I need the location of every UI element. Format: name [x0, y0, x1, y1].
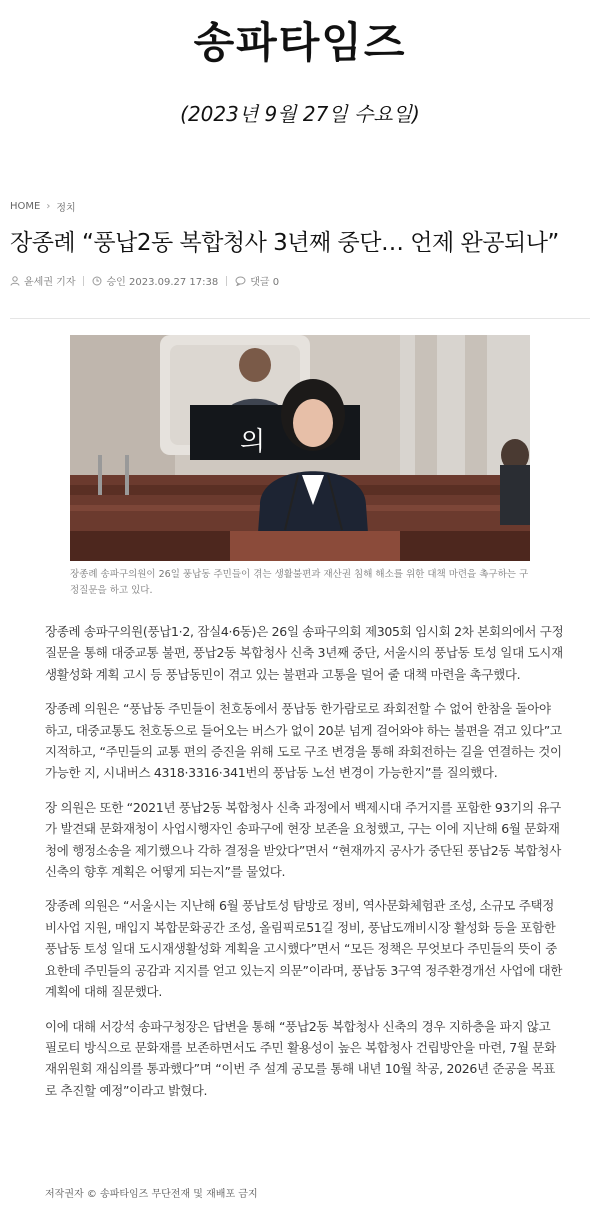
council-speaker-illustration [70, 335, 530, 561]
chevron-right-icon: › [46, 201, 51, 212]
photo-caption: 장종례 송파구의원이 26일 풍납동 주민들이 겪는 생활불편과 재산권 침해 해소를 위한 대책 마련을 촉구하는 구정질문을 하고 있다. [70, 569, 529, 596]
breadcrumb-section-link[interactable]: 정치 [56, 203, 76, 214]
divider [10, 318, 590, 319]
meta-divider [83, 276, 84, 286]
user-icon [10, 276, 20, 286]
article-body [45, 621, 565, 1114]
clock-icon [92, 276, 102, 286]
breadcrumb [10, 199, 76, 214]
article-paragraph: 장종례 송파구의원(풍납1·2, 잠실4·6동)은 26일 송파구의회 제305회 임시회 2차 본회의에서 구정질문을 통해 대중교통 불편, 풍납2동 복합청사 신축 3년째 중단, 서울시의 풍납동 토성 일대 도시재생활성화 계획 고시 등 풍납동민이 겪고 있는 불편과 고통을 덜어 줄 대책 마련을 촉구했다. [45, 624, 564, 682]
article-paragraph: 장 의원은 또한 “2021년 풍납2동 복합청사 신축 과정에서 백제시대 주거지를 포함한 93기의 유구가 발견돼 문화재청이 사업시행자인 송파구에 현장 보존을 요청했고, 구는 이에 지난해 6월 문화재청에 행정소송을 제기했으나 각하 결정을 받았다”면서 “현재까지 공사가 중단된 풍납2동 복합청사 신축의 향후 계획은 어떻게 되는지”를 물었다. [45, 799, 561, 880]
meta-divider [226, 276, 227, 286]
article-paragraph: 장종례 의원은 “서울시는 지난해 6월 풍납토성 탐방로 정비, 역사문화체험관 조성, 소규모 주택정비사업 지원, 매입지 복합문화공간 조성, 올림픽로51길 정비, 풍납도깨비시장 활성화 등을 포함한 풍납동 토성 일대 도시재생활성화 계획을 고시했다”면서 “모든 정책은 무엇보다 주민들의 뜻이 중요한데 주민들의 공감과 지지를 얻고 있는지 의문”이라며, 풍납동 3구역 정주환경개선 사업에 대한 계획에 대해 질문했다. [45, 898, 563, 1000]
article-paragraph: 장종례 의원은 “풍납동 주민들이 천호동에서 풍납동 한가람로로 좌회전할 수 없어 한참을 돌아야 하고, 대중교통도 천호동으로 들어오는 버스가 없이 20분 넘게 걸어와야 하는 불편을 겪고 있다”고 지적하고, “주민들의 교통 편의 증진을 위해 도로 구조 변경을 통해 좌회전하는 길을 연결하는 것이 가능한 지, 시내버스 4318·3316·341번의 풍납동 노선 변경이 가능한지”를 질의했다. [45, 701, 562, 781]
article-photo [70, 335, 530, 561]
author-name[interactable]: 윤세권 기자 [24, 277, 76, 288]
article-meta [10, 273, 279, 288]
comment-icon [235, 276, 246, 286]
comments-info [235, 273, 279, 288]
approved-datetime: 승인 2023.09.27 17:38 [106, 277, 219, 288]
placard-text: 의 [240, 427, 266, 457]
copyright-notice: 저작권자 © 송파타임즈 무단전재 및 재배포 금지 [45, 1189, 258, 1200]
article-headline: 장종례 “풍납2동 복합청사 3년째 중단… 언제 완공되나” [10, 230, 559, 256]
article-paragraph: 이에 대해 서강석 송파구청장은 답변을 통해 “풍납2동 복합청사 신축의 경우 지하층을 파지 않고 필로티 방식으로 문화재를 보존하면서도 주민 활용성이 높은 복합청사 건립방안을 마련, 7월 문화재위원회 재심의를 통과했다”며 “이번 주 설계 공모를 통해 내년 10월 착공, 2026년 준공을 목표로 추진할 예정”이라고 밝혔다. [45, 1018, 556, 1098]
masthead-logo[interactable]: 송파타임즈 [193, 18, 407, 67]
comment-count-link[interactable]: 댓글 0 [250, 277, 280, 288]
breadcrumb-home-link[interactable]: HOME [10, 201, 41, 212]
approved-info [92, 273, 218, 288]
issue-date: (2023년 9월 27일 수요일) [180, 102, 420, 126]
author-info [10, 273, 75, 288]
